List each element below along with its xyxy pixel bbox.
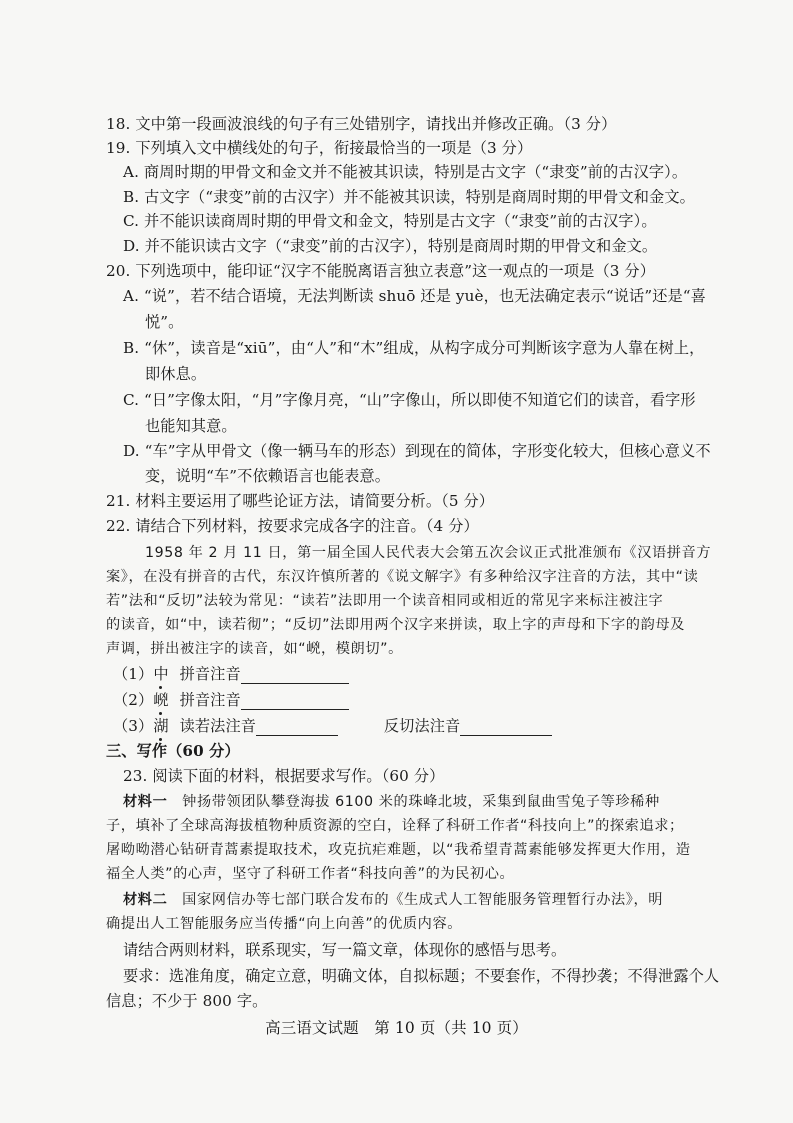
item-label: 拼音注音 bbox=[179, 665, 241, 683]
question-18: 18. 文中第一段画波浪线的句子有三处错别字，请找出并修改正确。（3 分） bbox=[106, 115, 617, 133]
question-22-stem: 22. 请结合下列材料，按要求完成各字的注音。（4 分） bbox=[106, 517, 479, 535]
question-22-material-line-4: 的读音，如“中，读若彻”；“反切”法即用两个汉字来拼读，取上字的声母和下字的韵母及 bbox=[106, 617, 685, 633]
material-1-text: 钟扬带领团队攀登海拔 6100 米的珠峰北坡，采集到鼠曲雪兔子等珍稀种 bbox=[182, 794, 660, 810]
material-2-title: 材料二 bbox=[123, 892, 168, 908]
item-number: （3） bbox=[113, 717, 154, 735]
question-23-material-1-line-3: 屠呦呦潜心钻研青蒿素提取技术，攻克抗疟难题，以“我希望青蒿素能够发挥更大作用，造 bbox=[106, 842, 691, 858]
question-19-option-d: D. 并不能识读古文字（“隶变”前的古汉字），特别是商周时期的甲骨文和金文。 bbox=[123, 237, 658, 255]
question-23-material-1-line-1 bbox=[123, 792, 660, 812]
section-writing-heading: 三、写作（60 分） bbox=[106, 742, 240, 760]
question-22-material-line-3: 若”法和“反切”法较为常见：“读若”法即用一个读音相同或相近的常见字来标注被注字 bbox=[106, 593, 664, 609]
question-20-option-b: B. “休”，读音是“xiū”，由“人”和“木”组成，从构字成分可判断该字意为人靠在树上， bbox=[123, 339, 705, 357]
question-20-option-b-cont: 即休息。 bbox=[145, 365, 207, 383]
question-19-option-c: C. 并不能识读商周时期的甲骨文和金文，特别是古文字（“隶变”前的古汉字）。 bbox=[123, 212, 657, 230]
question-23-stem: 23. 阅读下面的材料，根据要求写作。（60 分） bbox=[123, 767, 445, 785]
question-23-requirements: 要求：选准角度，确定立意，明确文体，自拟标题；不要套作，不得抄袭；不得泄露个人 bbox=[123, 967, 720, 985]
page-footer: 高三语文试题 第 10 页（共 10 页） bbox=[265, 1019, 528, 1037]
question-19-option-b: B. 古文字（“隶变”前的古汉字）并不能被其识读，特别是商周时期的甲骨文和金文。 bbox=[123, 188, 695, 206]
answer-blank[interactable] bbox=[256, 718, 338, 736]
question-23-material-2-line-1 bbox=[123, 890, 663, 910]
question-22-item-2 bbox=[113, 690, 349, 710]
question-22-material-line-5: 声调，拼出被注字的读音，如“㟅，模朗切”。 bbox=[106, 641, 403, 657]
item-label: 拼音注音 bbox=[179, 691, 241, 709]
answer-blank[interactable] bbox=[241, 666, 349, 684]
item-label: 读若法注音 bbox=[179, 717, 257, 735]
question-20-option-d-cont: 变，说明“车”不依赖语言也能表意。 bbox=[145, 467, 391, 485]
question-22-item-3 bbox=[113, 716, 552, 736]
item-label: 反切法注音 bbox=[383, 717, 461, 735]
question-21: 21. 材料主要运用了哪些论证方法，请简要分析。（5 分） bbox=[106, 492, 495, 510]
answer-blank[interactable] bbox=[460, 718, 552, 736]
material-1-title: 材料一 bbox=[123, 794, 168, 810]
target-character: 中 bbox=[153, 665, 169, 683]
answer-blank[interactable] bbox=[241, 692, 349, 710]
question-20-option-c-cont: 也能知其意。 bbox=[145, 417, 237, 435]
question-20-stem: 20. 下列选项中，能印证“汉字不能脱离语言独立表意”这一观点的一项是（3 分） bbox=[106, 262, 655, 280]
question-20-option-a-cont: 悦”。 bbox=[145, 313, 184, 331]
question-23-material-1-line-4: 福全人类”的心声，坚守了科研工作者“科技向善”的为民初心。 bbox=[106, 866, 515, 882]
question-22-item-1 bbox=[113, 664, 349, 684]
question-20-option-d: D. “车”字从甲骨文（像一辆马车的形态）到现在的简体，字形变化较大，但核心意义不 bbox=[123, 442, 711, 460]
target-character: 㟅 bbox=[153, 691, 169, 709]
question-19-option-a: A. 商周时期的甲骨文和金文并不能被其识读，特别是古文字（“隶变”前的古汉字）。 bbox=[123, 163, 688, 181]
question-23-task: 请结合两则材料，联系现实，写一篇文章，体现你的感悟与思考。 bbox=[123, 941, 567, 959]
question-20-option-c: C. “日”字像太阳，“月”字像月亮，“山”字像山，所以即使不知道它们的读音，看字形 bbox=[123, 391, 696, 409]
question-23-requirements-cont: 信息；不少于 800 字。 bbox=[106, 992, 268, 1010]
item-number: （2） bbox=[113, 691, 154, 709]
question-20-option-a: A. “说”，若不结合语境，无法判断读 shuō 还是 yuè，也无法确定表示“说话”还是“喜 bbox=[123, 287, 706, 305]
question-23-material-1-line-2: 子，填补了全球高海拔植物种质资源的空白，诠释了科研工作者“科技向上”的探索追求； bbox=[106, 818, 684, 834]
question-22-material-line-2: 案》，在没有拼音的古代，东汉许慎所著的《说文解字》有多种给汉字注音的方法，其中“读 bbox=[106, 569, 699, 585]
item-number: （1） bbox=[113, 665, 154, 683]
question-19-stem: 19. 下列填入文中横线处的句子，衔接最恰当的一项是（3 分） bbox=[106, 139, 533, 157]
question-23-material-2-line-2: 确提出人工智能服务应当传播“向上向善”的优质内容。 bbox=[106, 916, 463, 932]
question-22-material-line-1: 1958 年 2 月 11 日，第一届全国人民代表大会第五次会议正式批准颁布《汉语拼音方 bbox=[145, 545, 712, 561]
target-character: 湖 bbox=[153, 717, 169, 735]
material-2-text: 国家网信办等七部门联合发布的《生成式人工智能服务管理暂行办法》，明 bbox=[182, 892, 664, 908]
